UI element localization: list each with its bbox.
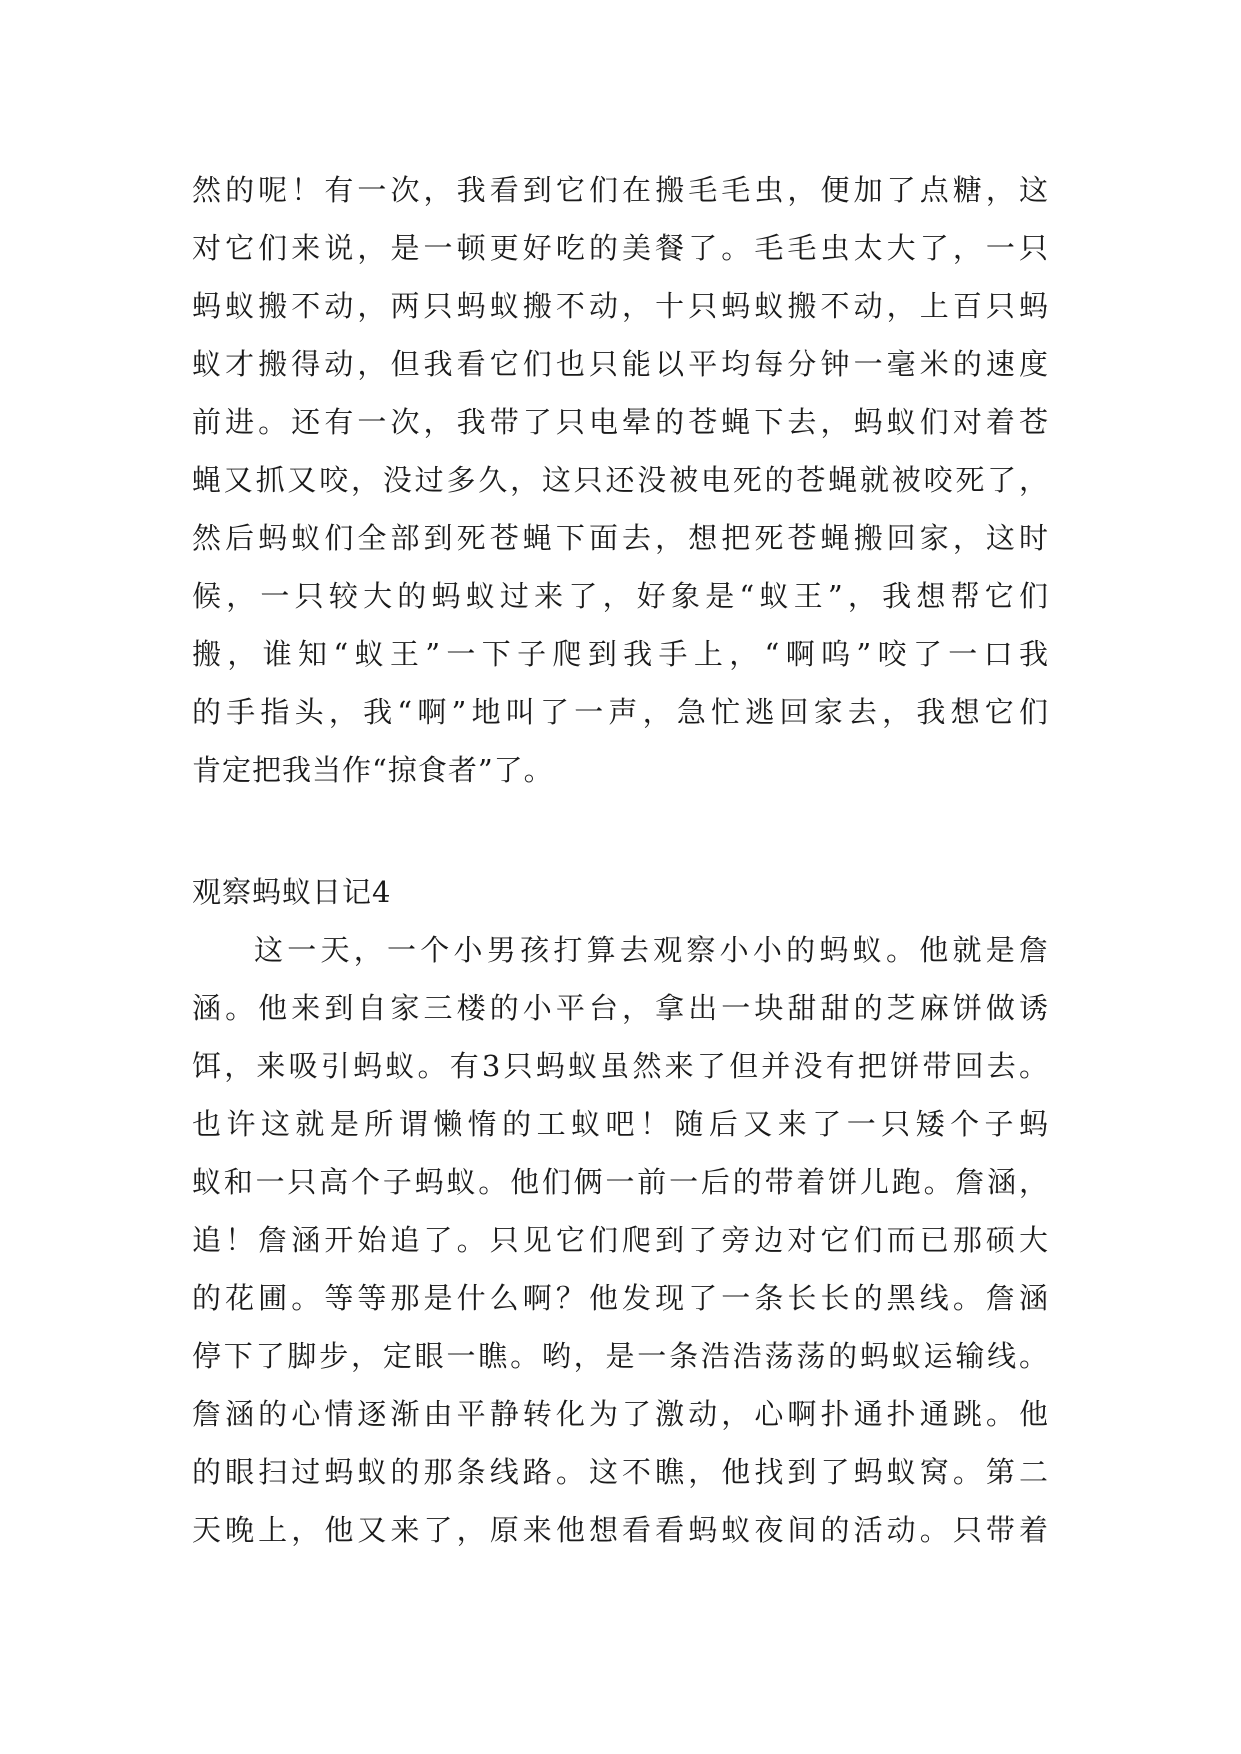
paragraph-line: 的手指头，我“啊”地叫了一声，急忙逃回家去，我想它们	[192, 695, 1049, 729]
paragraph-line: 追！詹涵开始追了。只见它们爬到了旁边对它们而已那硕大	[192, 1223, 1049, 1257]
paragraph-line: 也许这就是所谓懒惰的工蚁吧！随后又来了一只矮个子蚂	[192, 1107, 1049, 1141]
paragraph-line: 肯定把我当作“掠食者”了。	[192, 753, 554, 787]
paragraph-line: 蚁才搬得动，但我看它们也只能以平均每分钟一毫米的速度	[192, 347, 1049, 381]
paragraph-line: 对它们来说，是一顿更好吃的美餐了。毛毛虫太大了，一只	[192, 231, 1049, 265]
paragraph-line: 的花圃。等等那是什么啊？他发现了一条长长的黑线。詹涵	[192, 1281, 1049, 1315]
paragraph-line: 蚁和一只高个子蚂蚁。他们俩一前一后的带着饼儿跑。詹涵，	[192, 1165, 1049, 1199]
paragraph-line: 前进。还有一次，我带了只电晕的苍蝇下去，蚂蚁们对着苍	[192, 405, 1049, 439]
paragraph-line: 涵。他来到自家三楼的小平台，拿出一块甜甜的芝麻饼做诱	[192, 991, 1049, 1025]
paragraph-line: 詹涵的心情逐渐由平静转化为了激动，心啊扑通扑通跳。他	[192, 1397, 1049, 1431]
paragraph-line: 搬，谁知“蚁王”一下子爬到我手上，“啊呜”咬了一口我	[192, 637, 1049, 671]
paragraph-line: 候，一只较大的蚂蚁过来了，好象是“蚁王”，我想帮它们	[192, 579, 1049, 613]
paragraph-line: 停下了脚步，定眼一瞧。哟，是一条浩浩荡荡的蚂蚁运输线。	[192, 1339, 1049, 1373]
paragraph-line: 蚂蚁搬不动，两只蚂蚁搬不动，十只蚂蚁搬不动，上百只蚂	[192, 289, 1049, 323]
section-heading: 观察蚂蚁日记4	[192, 875, 392, 909]
paragraph-line: 这一天，一个小男孩打算去观察小小的蚂蚁。他就是詹	[254, 933, 1049, 967]
paragraph-line: 饵，来吸引蚂蚁。有3只蚂蚁虽然来了但并没有把饼带回去。	[192, 1049, 1049, 1083]
paragraph-line: 的眼扫过蚂蚁的那条线路。这不瞧，他找到了蚂蚁窝。第二	[192, 1455, 1049, 1489]
paragraph-line: 然的呢！有一次，我看到它们在搬毛毛虫，便加了点糖，这	[192, 173, 1049, 207]
paragraph-line: 然后蚂蚁们全部到死苍蝇下面去，想把死苍蝇搬回家，这时	[192, 521, 1049, 555]
paragraph-line: 天晚上，他又来了，原来他想看看蚂蚁夜间的活动。只带着	[192, 1513, 1049, 1547]
paragraph-line: 蝇又抓又咬，没过多久，这只还没被电死的苍蝇就被咬死了，	[192, 463, 1049, 497]
